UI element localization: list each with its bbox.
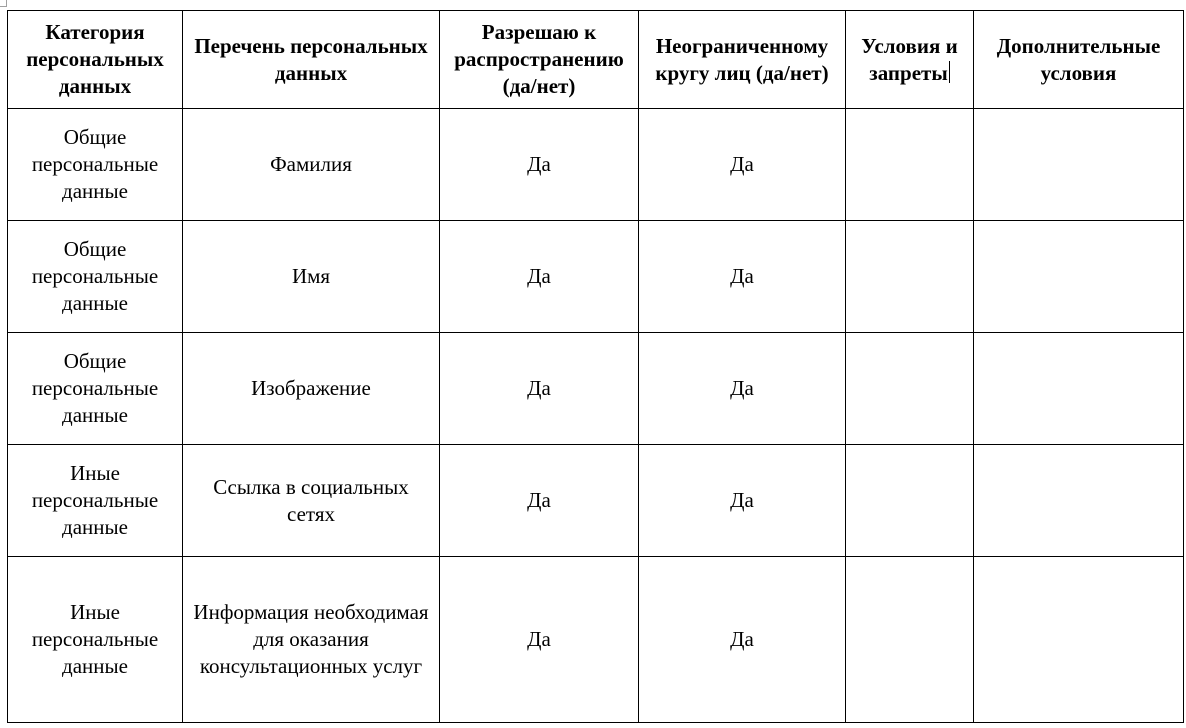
- cell-conditions[interactable]: [846, 221, 974, 333]
- cell-conditions[interactable]: [846, 109, 974, 221]
- cell-item[interactable]: Фамилия: [183, 109, 440, 221]
- table-row: [8, 557, 1184, 723]
- cell-item[interactable]: Ссылка в социальных сетях: [183, 445, 440, 557]
- table-header-row: [8, 11, 1184, 109]
- cell-unlimited[interactable]: Да: [639, 333, 846, 445]
- cell-conditions[interactable]: [846, 445, 974, 557]
- text-cursor: [949, 61, 950, 83]
- cell-extra[interactable]: [974, 333, 1184, 445]
- cell-category[interactable]: Иные персональные данные: [8, 445, 183, 557]
- header-conditions[interactable]: Условия и запреты: [846, 11, 974, 109]
- cell-item[interactable]: Имя: [183, 221, 440, 333]
- header-unlimited-circle[interactable]: Неограниченному кругу лиц (да/нет): [639, 11, 846, 109]
- cell-extra[interactable]: [974, 445, 1184, 557]
- cell-item[interactable]: Изображение: [183, 333, 440, 445]
- table-row: [8, 445, 1184, 557]
- cell-allow[interactable]: Да: [440, 445, 639, 557]
- table-row: [8, 109, 1184, 221]
- cell-category[interactable]: Общие персональные данные: [8, 109, 183, 221]
- cell-unlimited[interactable]: Да: [639, 445, 846, 557]
- cell-category[interactable]: Иные персональные данные: [8, 557, 183, 723]
- header-extra-conditions[interactable]: Дополнительные условия: [974, 11, 1184, 109]
- cell-allow[interactable]: Да: [440, 557, 639, 723]
- page-corner-mark: [0, 0, 7, 7]
- cell-item[interactable]: Информация необходимая для оказания консультационных услуг: [183, 557, 440, 723]
- cell-extra[interactable]: [974, 221, 1184, 333]
- header-category[interactable]: Категория персональных данных: [8, 11, 183, 109]
- cell-allow[interactable]: Да: [440, 109, 639, 221]
- cell-extra[interactable]: [974, 109, 1184, 221]
- header-allow-distribution[interactable]: Разрешаю к распространению (да/нет): [440, 11, 639, 109]
- cell-unlimited[interactable]: Да: [639, 221, 846, 333]
- cell-conditions[interactable]: [846, 557, 974, 723]
- cell-category[interactable]: Общие персональные данные: [8, 221, 183, 333]
- cell-conditions[interactable]: [846, 333, 974, 445]
- cell-allow[interactable]: Да: [440, 221, 639, 333]
- table-row: [8, 333, 1184, 445]
- personal-data-table: [7, 10, 1184, 723]
- cell-extra[interactable]: [974, 557, 1184, 723]
- cell-unlimited[interactable]: Да: [639, 109, 846, 221]
- cell-category[interactable]: Общие персональные данные: [8, 333, 183, 445]
- header-data-list[interactable]: Перечень персональных данных: [183, 11, 440, 109]
- cell-allow[interactable]: Да: [440, 333, 639, 445]
- table-row: [8, 221, 1184, 333]
- cell-unlimited[interactable]: Да: [639, 557, 846, 723]
